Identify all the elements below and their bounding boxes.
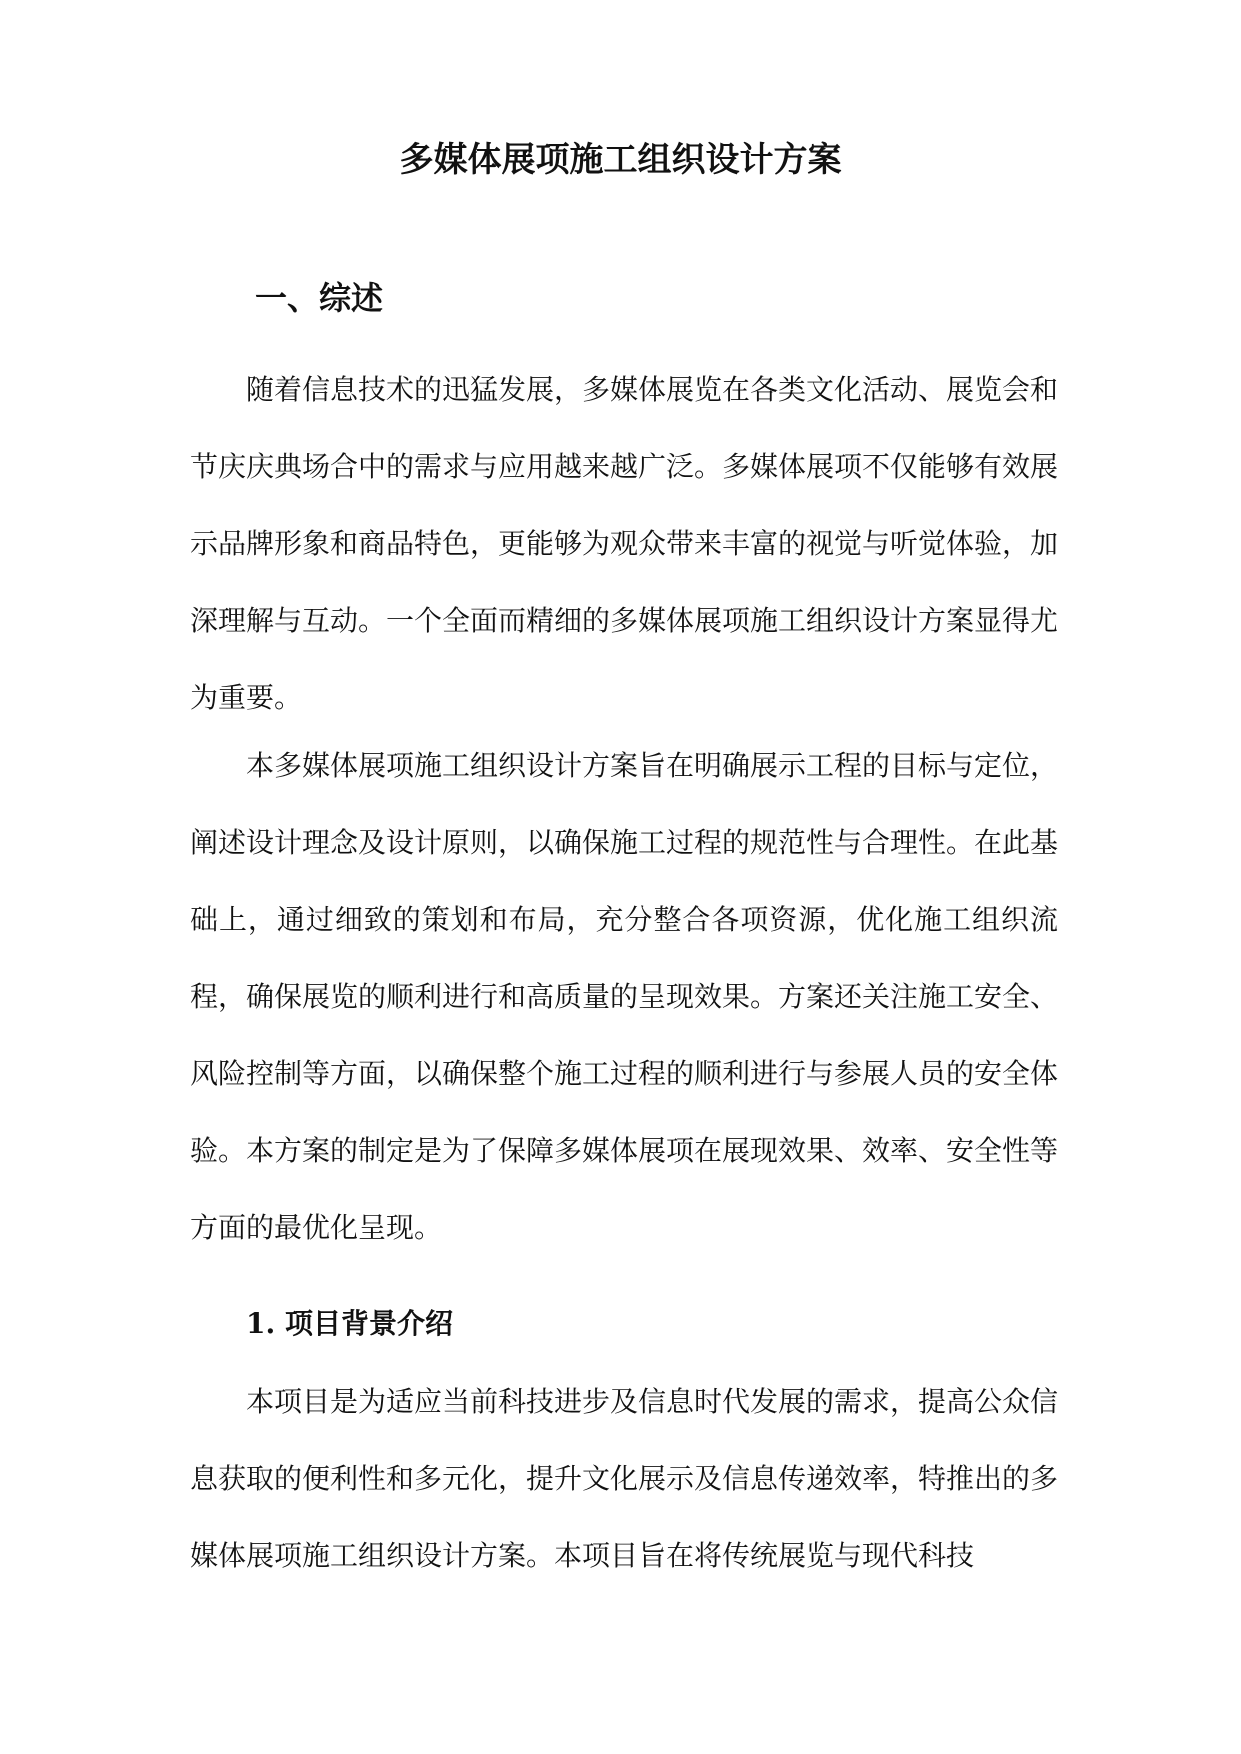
subsection-heading-project-background: 1. 项目背景介绍: [246, 1307, 453, 1340]
paragraph-project-background-1: 本项目是为适应当前科技进步及信息时代发展的需求，提高公众信息获取的便利性和多元化，提升文化展示及信息传递效率，特推出的多媒体展项施工组织设计方案。本项目旨在将传统展览与现代科技: [190, 1385, 1059, 1572]
paragraph-overview-2: 本多媒体展项施工组织设计方案旨在明确展示工程的目标与定位，阐述设计理念及设计原则，以确保施工过程的规范性与合理性。在此基础上，通过细致的策划和布局，充分整合各项资源，优化施工组织流程，确保展览的顺利进行和高质量的呈现效果。方案还关注施工安全、风险控制等方面，以确保整个施工过程的顺利进行与参展人员的安全体验。本方案的制定是为了保障多媒体展项在展现效果、效率、安全性等方面的最优化呈现。: [190, 749, 1059, 1244]
section-heading-overview: 一、综述: [255, 279, 384, 317]
document-title: 多媒体展项施工组织设计方案: [399, 140, 842, 180]
paragraph-overview-1: 随着信息技术的迅猛发展，多媒体展览在各类文化活动、展览会和节庆庆典场合中的需求与应用越来越广泛。多媒体展项不仅能够有效展示品牌形象和商品特色，更能够为观众带来丰富的视觉与听觉体验，加深理解与互动。一个全面而精细的多媒体展项施工组织设计方案显得尤为重要。: [190, 373, 1059, 714]
